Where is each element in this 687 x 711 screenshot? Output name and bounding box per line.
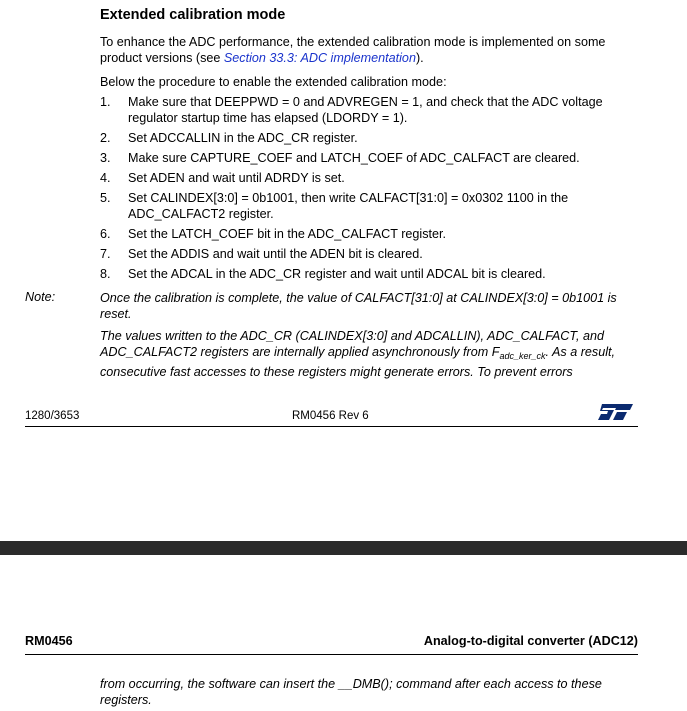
note-continuation: from occurring, the software can insert the __DMB(); command after each access to these registers. bbox=[100, 677, 602, 707]
step-text: Set ADEN and wait until ADRDY is set. bbox=[128, 171, 345, 185]
header-chapter-title: Analog-to-digital converter (ADC12) bbox=[423, 634, 638, 648]
step-number: 4. bbox=[100, 171, 111, 185]
document-revision: RM0456 Rev 6 bbox=[292, 410, 369, 422]
header-document-id: RM0456 bbox=[25, 634, 73, 648]
header-divider bbox=[25, 654, 638, 655]
footer-divider bbox=[25, 426, 638, 427]
step-number: 7. bbox=[100, 247, 111, 261]
page-number: 1280/3653 bbox=[25, 410, 80, 422]
step-number: 8. bbox=[100, 267, 111, 281]
procedure-steps bbox=[100, 94, 645, 284]
step-text: Set CALINDEX[3:0] = 0b1001, then write CALFACT[31:0] = 0x0302 1100 in the ADC_CALFACT2 register. bbox=[128, 191, 569, 221]
intro-text: To enhance the ADC performance, the extended calibration mode is implemented on some product versions (see bbox=[100, 35, 606, 65]
step-number: 1. bbox=[100, 95, 111, 109]
step-number: 2. bbox=[100, 131, 111, 145]
st-logo bbox=[596, 403, 634, 421]
step-number: 5. bbox=[100, 191, 111, 205]
step-text: Set the ADCAL in the ADC_CR register and wait until ADCAL bit is cleared. bbox=[128, 267, 546, 281]
note-paragraph-2 bbox=[100, 328, 645, 380]
note-paragraph-1: Once the calibration is complete, the value of CALFACT[31:0] at CALINDEX[3:0] = 0b1001 is reset. bbox=[100, 291, 617, 321]
clock-subscript: adc_ker_ck bbox=[499, 351, 546, 361]
intro-text-end: ). bbox=[415, 51, 424, 65]
procedure-intro: Below the procedure to enable the extended calibration mode: bbox=[100, 75, 447, 89]
step-number: 6. bbox=[100, 227, 111, 241]
section-link[interactable]: Section 33.3: ADC implementation bbox=[223, 51, 416, 65]
step-number: 3. bbox=[100, 151, 111, 165]
step-text: Make sure that DEEPPWD = 0 and ADVREGEN = 1, and check that the ADC voltage regulator startup time has elapsed (LDORDY = 1). bbox=[128, 95, 603, 125]
section-title: Extended calibration mode bbox=[100, 7, 286, 23]
note-text: The values written to the ADC_CR (CALINDEX[3:0] and ADCALLIN), ADC_CALFACT, and ADC_CALFACT2 registers are internally applied asynchronously from F bbox=[100, 329, 604, 359]
note-text-end: . As a result, consecutive fast accesses to these registers might generate errors. To prevent errors bbox=[100, 345, 615, 379]
intro-paragraph bbox=[100, 34, 645, 66]
step-text: Set the LATCH_COEF bit in the ADC_CALFACT register. bbox=[128, 227, 447, 241]
page-separator bbox=[0, 541, 687, 555]
step-text: Set ADCCALLIN in the ADC_CR register. bbox=[128, 131, 358, 145]
step-text: Set the ADDIS and wait until the ADEN bit is cleared. bbox=[128, 247, 423, 261]
note-label: Note: bbox=[25, 290, 56, 304]
step-text: Make sure CAPTURE_COEF and LATCH_COEF of ADC_CALFACT are cleared. bbox=[128, 151, 580, 165]
